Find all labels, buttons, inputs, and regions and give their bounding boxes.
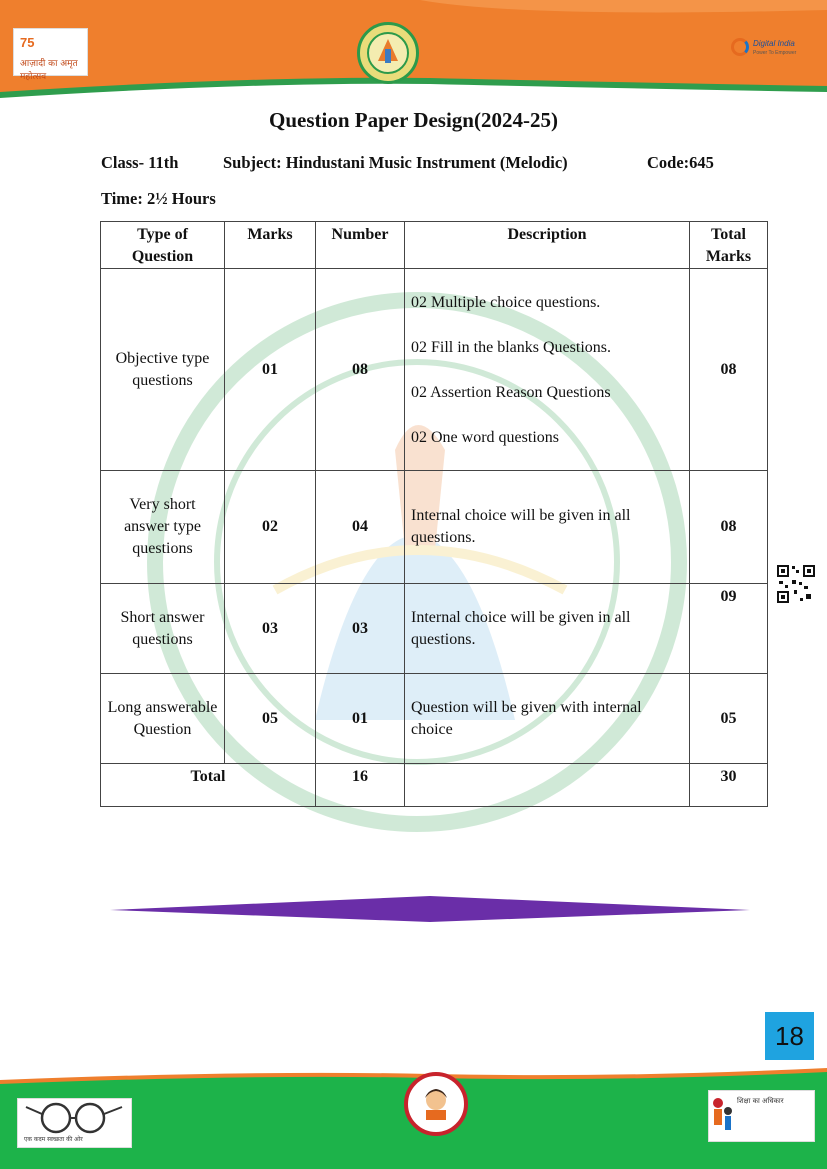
table-row: [101, 674, 768, 764]
table-header-row: [101, 222, 768, 269]
row-number: 04: [316, 471, 405, 584]
question-paper-table: [100, 221, 768, 807]
total-description-empty: [405, 764, 690, 807]
row-marks: 05: [225, 674, 316, 764]
row-total: 05: [690, 674, 768, 764]
code-label: Code:645: [647, 153, 714, 172]
row-description: [405, 269, 690, 471]
row-number: 08: [316, 269, 405, 471]
right-to-education-logo: [708, 1090, 815, 1142]
description-item: 02 Assertion Reason Questions: [411, 383, 611, 401]
page-number: 18: [765, 1012, 814, 1060]
row-total: 08: [690, 269, 768, 471]
digital-india-icon: [731, 38, 749, 56]
class-label: Class- 11th: [101, 153, 179, 172]
table-row: [101, 584, 768, 674]
row-type: Objective type questions: [101, 269, 225, 471]
table-row: [101, 471, 768, 584]
digital-india-text: Digital India: [753, 39, 795, 48]
row-description: Internal choice will be given in all questions.: [405, 471, 690, 584]
azadi-logo-text: आज़ादी का अमृत महोत्सव: [20, 59, 78, 82]
row-marks: 03: [225, 584, 316, 674]
header-total-marks: Total Marks: [690, 222, 768, 269]
digital-india-logo: [729, 33, 809, 65]
total-number: 16: [316, 764, 405, 807]
swachh-bharat-logo: [17, 1098, 132, 1148]
time-label: Time: 2½ Hours: [101, 189, 216, 208]
board-seal-icon: [360, 25, 416, 81]
decorative-divider: [110, 896, 750, 922]
row-description: Internal choice will be given in all questions.: [405, 584, 690, 674]
azadi-ka-amrit-mahotsav-logo: [13, 28, 88, 82]
subject-label: Subject: Hindustani Music Instrument (Melodic): [223, 153, 568, 172]
row-type: Very short answer type questions: [101, 471, 225, 584]
header-description: Description: [405, 222, 690, 269]
row-marks: 01: [225, 269, 316, 471]
girl-reading-icon: [408, 1076, 464, 1132]
row-total: 09: [690, 584, 768, 674]
header-number: Number: [316, 222, 405, 269]
description-item: 02 Multiple choice questions.: [411, 293, 601, 311]
table-row: [101, 269, 768, 471]
board-seal-logo: [357, 22, 419, 84]
page-title: Question Paper Design(2024-25): [269, 108, 558, 132]
header-marks: Marks: [225, 222, 316, 269]
table-total-row: [101, 764, 768, 807]
description-item: 02 Fill in the blanks Questions.: [411, 338, 611, 356]
header-type-of-question: Type of Question: [101, 222, 225, 269]
description-item: 02 One word questions: [411, 428, 559, 446]
children-icon: [709, 1091, 735, 1141]
swachh-caption: एक कदम स्वच्छता की ओर: [24, 1136, 83, 1143]
row-marks: 02: [225, 471, 316, 584]
qr-code-icon: [776, 564, 816, 604]
spectacles-icon: [18, 1099, 131, 1137]
beti-bachao-logo: [404, 1072, 468, 1136]
total-label: Total: [101, 764, 316, 807]
row-type: Long answerable Question: [101, 674, 225, 764]
azadi-logo-number: 75: [20, 35, 35, 50]
row-description: Question will be given with internal choice: [405, 674, 690, 764]
total-marks: 30: [690, 764, 768, 807]
digital-india-tagline: Power To Empower: [753, 50, 797, 56]
row-type: Short answer questions: [101, 584, 225, 674]
rte-text: शिक्षा का अधिकार: [737, 1097, 784, 1105]
row-number: 03: [316, 584, 405, 674]
row-number: 01: [316, 674, 405, 764]
row-total: 08: [690, 471, 768, 584]
